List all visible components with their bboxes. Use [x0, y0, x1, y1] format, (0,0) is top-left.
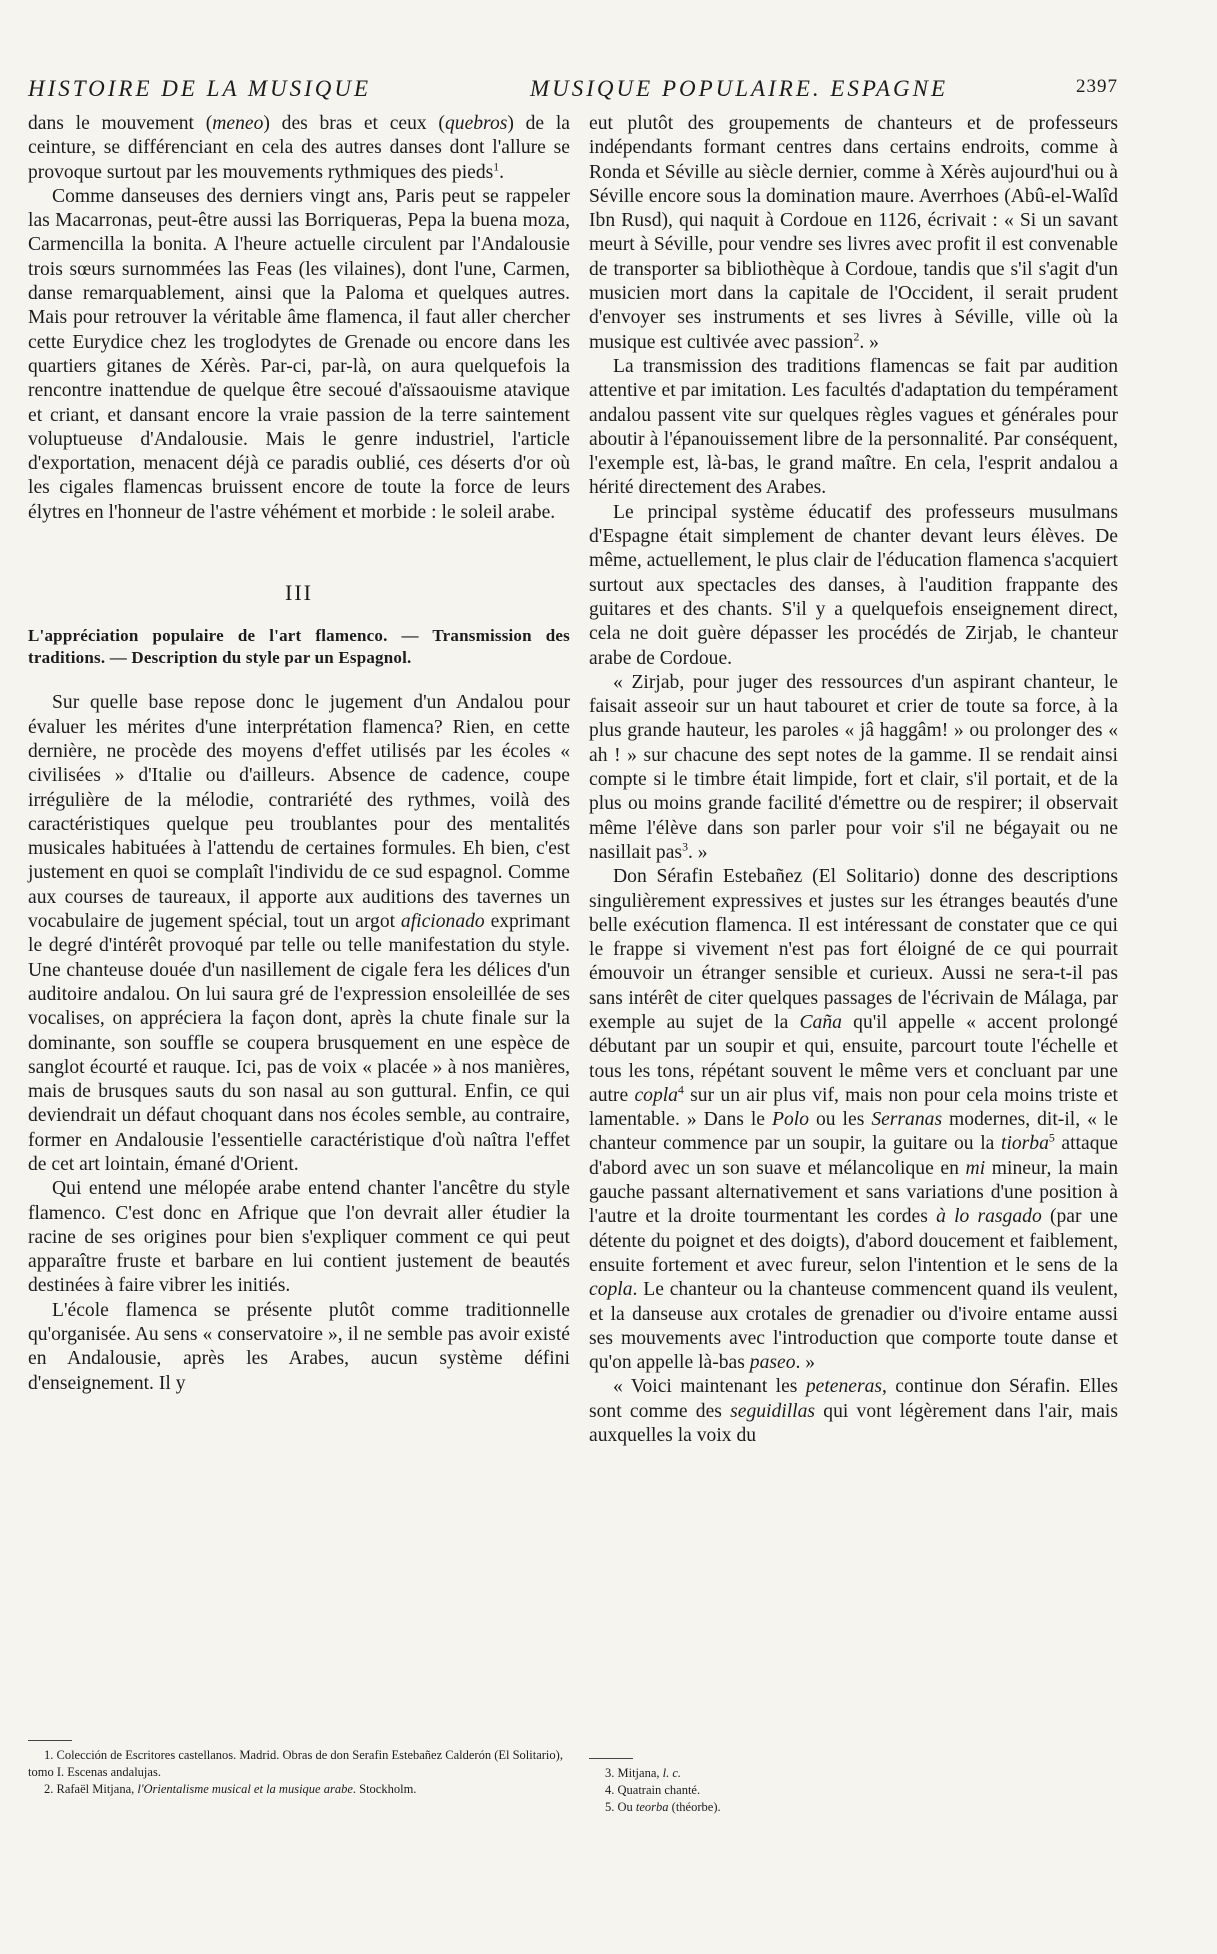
- paragraph: dans le mouvement (meneo) des bras et ceux (quebros) de la ceinture, se différenciant en cela des autres danses dont l'allure se provoque surtout par les mouvements rythmiques des pieds$^1$.: [28, 113, 570, 183]
- paragraph: « Voici maintenant les peteneras, continue don Sérafin. Elles sont comme des seguidillas qui vont légèrement dans l'air, mais auxquelles la voix du: [589, 1376, 1118, 1447]
- footnote: 1. Colección de Escritores castellanos. Madrid. Obras de don Serafin Estebañez Calderón (El Solitario), tomo I. Escenas andalujas.: [28, 1748, 563, 1779]
- paragraph: Le principal système éducatif des professeurs musulmans d'Espagne était simplement de chanter devant leurs élèves. De même, actuellement, le plus clair de l'éducation flamenca s'acquiert surtout aux spectacles des danses, à l'audition frappante des guitares et des chants. S'il y a quelquefois enseignement direct, cela ne doit guère dépasser les procédés de Zirjab, le chanteur arabe de Cordoue.: [589, 501, 1118, 669]
- left-column: [28, 112, 570, 1396]
- right-column: [589, 112, 1118, 1448]
- footnote-ref: 1: [493, 160, 500, 174]
- footnotes-left: [28, 1740, 570, 1798]
- footnote-rule: [589, 1758, 633, 1759]
- running-title-left: HISTOIRE DE LA MUSIQUE: [28, 76, 372, 101]
- footnote-ref: 2: [853, 330, 860, 344]
- paragraph: eut plutôt des groupements de chanteurs et de professeurs indépendants formant centres dans certains endroits, comme à Ronda et Séville au siècle dernier, comme à Xérès aujourd'hui ou à Séville encore sous la domination maure. Averrhoes (Abû-el-Walîd Ibn Rusd), qui naquit à Cordoue en 1126, écrivait : « Si un savant meurt à Séville, pour vendre ses livres avec profit il est convenable de transporter sa bibliothèque à Cordoue, tandis que s'il s'agit d'un musicien mort dans la capitale de l'Occident, il serait prudent d'envoyer ses instruments et ses livres à Séville, ville où la musique est cultivée avec passion$^2$. »: [589, 113, 1118, 353]
- paragraph: La transmission des traditions flamencas se fait par audition attentive et par imitation. Les facultés d'adaptation du tempérament andalou passent vite sur quelques règles vagues et générales pour aboutir à l'épanouissement libre de la personnalité. Par conséquent, l'exemple est, là-bas, le grand maître. En cela, l'esprit andalou a hérité directement des Arabes.: [589, 355, 1118, 499]
- footnote: 3. Mitjana, l. c.: [605, 1766, 682, 1780]
- running-title-right: MUSIQUE POPULAIRE. ESPAGNE: [530, 76, 949, 101]
- paragraph: L'école flamenca se présente plutôt comme traditionnelle qu'organisée. Au sens « conservatoire », il ne semble pas avoir existé en Andalousie, après les Arabes, aucun système défini d'enseignement. Il y: [28, 1299, 570, 1394]
- page-header: [28, 76, 1118, 102]
- paragraph: Sur quelle base repose donc le jugement d'un Andalou pour évaluer les mérites d'une interprétation flamenca? Rien, en cette dernière, ne procède des moyens d'effet utilisés par les écoles « civilisées » d'Italie ou d'ailleurs. Absence de cadence, coupe irrégulière de la mélodie, contrariété des rythmes, voilà des caractéristiques quelque peu troublantes pour des mentalités musicales habituées à l'attendu de certaines formules. Eh bien, c'est justement en quoi se complaît l'individu de ce sud espagnol. Comme aux courses de taureaux, il apporte aux auditions des tavernes un vocabulaire de jugement spécial, tout un argot aficionado exprimant le degré d'intérêt provoqué par telle ou telle manifestation du style. Une chanteuse douée d'un nasillement de cigale fera les délices d'un auditoire andalou. On lui saura gré de l'expression ensoleillée de ses vocalises, on appréciera la façon dont, après la chute finale sur la dominante, son souffle se coupera brusquement en une espèce de sanglot écourté et rauque. Ici, pas de voix « placée » à nos manières, mais de brusques sauts du son nasal au son guttural. Enfin, ce qui deviendrait un défaut choquant dans nos écoles semble, au contraire, former en Andalousie l'essentielle caractéristique d'où naîtra l'effet de cet art lointain, émané d'Orient.: [28, 692, 571, 1175]
- paragraph: Don Sérafin Estebañez (El Solitario) donne des descriptions singulièrement expressives et justes sur les étranges beautés d'une belle exécution flamenca. Il est intéressant de constater que ce qui le frappe si vivement n'est pas fort éloigné de ce qui pourrait émouvoir un étranger sensible et curieux. Aussi ne sera-t-il pas sans intérêt de citer quelques passages de l'écrivain de Málaga, par exemple au sujet de la Caña qu'il appelle « accent prolongé débutant par un soupir et qui, ensuite, parcourt toute l'échelle et tous les tons, répétant souvent le même vers et concluant par une autre copla$^4$ sur un air plus vif, mais non pour cela moins triste et lamentable. » Dans le Polo ou les Serranas modernes, dit-il, « le chanteur commence par un soupir, la guitare ou la tiorba$^5$ attaque d'abord avec un son suave et mélancolique en mi mineur, la main gauche passant alternativement et sans variations d'une position à l'autre et la droite tourmentant les cordes à lo rasgado (par une détente du poignet et des doigts), d'abord doucement et faiblement, ensuite fortement et avec fureur, selon l'intention et le sens de la copla. Le chanteur ou la chanteuse commencent quand ils veulent, et la danseuse aux crotales de grenadier ou d'ivoire entame aussi ses mouvements avec l'introduction que comporte toute danse et qu'on appelle là-bas paseo. »: [589, 866, 1119, 1374]
- paragraph: « Zirjab, pour juger des ressources d'un aspirant chanteur, le faisait asseoir sur un haut tabouret et crier de toute sa force, à la plus grande hauteur, les paroles « jâ haggâm! » ou prolonger des « ah ! » sur chacune des sept notes de la gamme. Il se rendait ainsi compte si le timbre était limpide, fort et clair, s'il portait, et de la plus ou moins grande facilité d'émettre ou de respirer; il observait même l'élève dans son parler pour voir s'il ne bégayait ou ne nasillait pas$^3$. »: [589, 671, 1118, 863]
- footnote: 5. Ou teorba (théorbe).: [605, 1800, 721, 1814]
- footnote-ref: 3: [682, 840, 688, 854]
- paragraph: Comme danseuses des derniers vingt ans, Paris peut se rappeler las Macarronas, peut-être aussi las Borriqueras, Pepa la buena moza, Carmencilla la bonita. A l'heure actuelle circulent par l'Andalousie trois sœurs surnommées las Feas (les vilaines), dont l'une, Carmen, danse remarquablement, ainsi que la Paloma et quelques autres. Mais pour retrouver la véritable âme flamenca, il faut aller chercher cette Eurydice chez les troglodytes de Grenade ou encore dans les quartiers gitanes de Xérès. Par-ci, par-là, on aura quelquefois la rencontre inattendue de quelque être secoué d'aïssaouisme atavique et criant, et dansant encore la vraie passion de la terre saintement voluptueuse d'Andalousie. Mais le genre industriel, l'article d'exportation, menacent déjà ce paradis oublié, ces déserts d'or où les cigales flamencas bruissent encore de toute la force de leurs élytres en l'honneur de l'astre véhément et morbide : le soleil arabe.: [28, 185, 570, 523]
- footnote-ref: 4: [677, 1083, 684, 1097]
- page-number: 2397: [1076, 76, 1118, 97]
- footnote: 4. Quatrain chanté.: [605, 1783, 701, 1797]
- footnote: 2. Rafaël Mitjana, l'Orientalisme musical et la musique arabe. Stockholm.: [44, 1782, 417, 1796]
- footnotes-right: [589, 1758, 1118, 1816]
- footnote-rule: [28, 1740, 72, 1741]
- section-number: III: [285, 580, 313, 606]
- footnote-ref: 5: [1048, 1131, 1055, 1145]
- paragraph: Qui entend une mélopée arabe entend chanter l'ancêtre du style flamenco. C'est donc en Afrique que l'on devrait aller étudier la racine de ses origines pour bien s'expliquer comment ce qui peut apparaître fruste et barbare en lui contient justement de beautés destinées à faire vibrer les initiés.: [28, 1178, 570, 1297]
- section-subtitle: L'appréciation populaire de l'art flamenco. — Transmission des traditions. — Description du style par un Espagnol.: [28, 626, 570, 668]
